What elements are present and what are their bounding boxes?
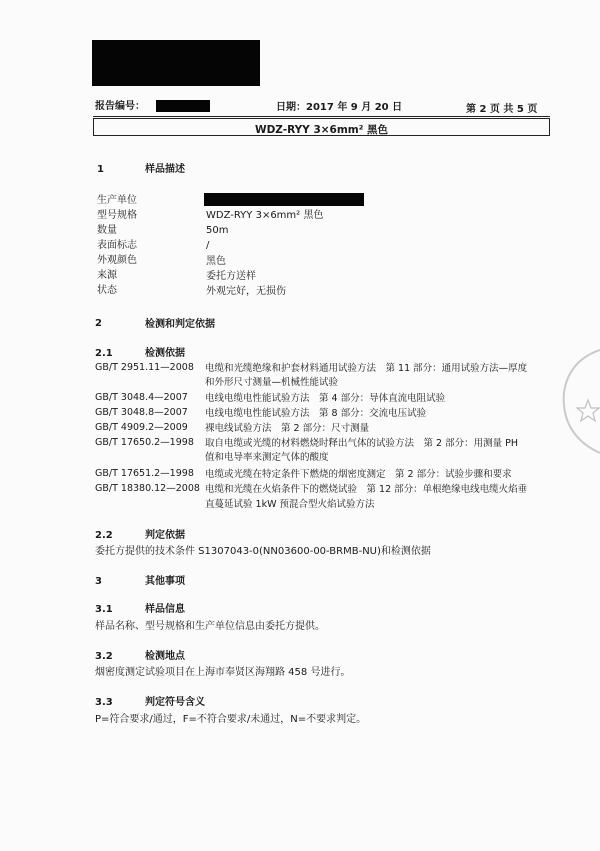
report-number-label: 报告编号： — [95, 101, 145, 112]
field-label-status: 状态 — [97, 285, 117, 296]
standard-code: GB/T 17651.2—1998 — [95, 468, 194, 479]
standard-desc: 值和电导率来测定气体的酸度 — [205, 452, 329, 463]
redacted-logo — [92, 40, 260, 86]
report-date: 日期：2017 年 9 月 20 日 — [276, 102, 403, 113]
section3-1-title: 样品信息 — [145, 604, 185, 615]
section3-title: 其他事项 — [145, 576, 185, 587]
section2-1-title: 检测依据 — [145, 348, 185, 359]
field-value-quantity: 50m — [206, 225, 229, 236]
field-label-model: 型号规格 — [97, 210, 137, 221]
field-value-marking: / — [206, 240, 210, 251]
section3-2-number: 3.2 — [95, 651, 113, 662]
field-value-status: 外观完好，无损伤 — [206, 286, 286, 297]
standard-desc: 电缆或光缆在特定条件下燃烧的烟密度测定 第 2 部分：试验步骤和要求 — [205, 469, 512, 480]
section3-1-number: 3.1 — [95, 604, 113, 615]
section2-number: 2 — [95, 318, 102, 329]
section3-2-text: 烟密度测定试验项目在上海市奉贤区海翔路 458 号进行。 — [95, 667, 351, 678]
field-label-source: 来源 — [97, 270, 117, 281]
standard-code: GB/T 3048.4—2007 — [95, 392, 188, 403]
section2-title: 检测和判定依据 — [145, 319, 215, 330]
standard-desc: 直蔓延试验 1kW 预混合型火焰试验方法 — [205, 499, 375, 510]
section1-number: 1 — [97, 164, 104, 175]
section2-2-number: 2.2 — [95, 530, 113, 541]
seal-stamp-partial — [560, 345, 600, 455]
field-label-manufacturer: 生产单位 — [97, 195, 137, 206]
standard-code: GB/T 2951.11—2008 — [95, 362, 194, 373]
standard-desc: 电线电缆电性能试验方法 第 8 部分：交流电压试验 — [205, 408, 427, 419]
standard-desc: 裸电线试验方法 第 2 部分：尺寸测量 — [205, 423, 370, 434]
standard-desc: 取自电缆或光缆的材料燃烧时释出气体的试验方法 第 2 部分：用测量 PH — [205, 438, 518, 449]
page-number: 第 2 页 共 5 页 — [466, 104, 538, 115]
sample-title-box — [93, 118, 550, 136]
redacted-manufacturer — [204, 193, 364, 206]
section2-1-number: 2.1 — [95, 348, 113, 359]
field-label-quantity: 数量 — [97, 225, 117, 236]
standard-desc: 和外形尺寸测量—机械性能试验 — [205, 377, 339, 388]
field-value-source: 委托方送样 — [206, 271, 256, 282]
section3-number: 3 — [95, 576, 102, 587]
field-value-color: 黑色 — [206, 256, 226, 267]
redacted-report-number — [156, 100, 210, 112]
standard-code: GB/T 17650.2—1998 — [95, 437, 194, 448]
section3-2-title: 检测地点 — [145, 651, 185, 662]
header-rule — [93, 116, 550, 117]
field-label-marking: 表面标志 — [97, 240, 137, 251]
section3-3-text: P=符合要求/通过，F=不符合要求/未通过，N=不要求判定。 — [95, 714, 367, 725]
standard-desc: 电缆和光缆在火焰条件下的燃烧试验 第 12 部分：单根绝缘电线电缆火焰垂 — [205, 484, 528, 495]
section2-2-text: 委托方提供的技术条件 S1307043-0(NN03600-00-BRMB-NU)和检测依据 — [95, 546, 431, 557]
field-value-model: WDZ-RYY 3×6mm² 黑色 — [206, 210, 324, 221]
standard-desc: 电缆和光缆绝缘和护套材料通用试验方法 第 11 部分：通用试验方法—厚度 — [205, 363, 528, 374]
sample-title: WDZ-RYY 3×6mm² 黑色 — [254, 124, 388, 136]
section3-3-number: 3.3 — [95, 697, 113, 708]
standard-desc: 电线电缆电性能试验方法 第 4 部分：导体直流电阻试验 — [205, 393, 446, 404]
standard-code: GB/T 18380.12—2008 — [95, 483, 200, 494]
section1-title: 样品描述 — [145, 164, 185, 175]
standard-code: GB/T 4909.2—2009 — [95, 422, 188, 433]
section2-2-title: 判定依据 — [145, 530, 185, 541]
field-label-color: 外观颜色 — [97, 255, 137, 266]
standard-code: GB/T 3048.8—2007 — [95, 407, 188, 418]
section3-1-text: 样品名称、型号规格和生产单位信息由委托方提供。 — [95, 621, 325, 632]
section3-3-title: 判定符号含义 — [145, 697, 205, 708]
